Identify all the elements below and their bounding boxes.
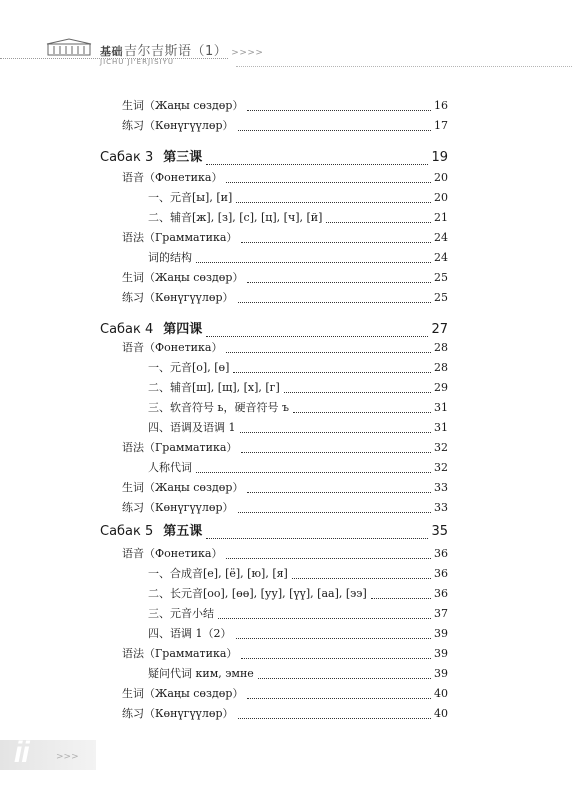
toc-entry-label <box>100 320 202 340</box>
toc-entry <box>122 230 448 246</box>
toc-entry-label <box>122 98 243 114</box>
toc-entry-title: 生词（Жаңы сөздөр） <box>122 481 244 494</box>
book-title <box>100 40 263 59</box>
toc-entry-title: 语音（Фонетика） <box>122 171 223 184</box>
page-header <box>0 0 572 80</box>
toc-entry-label <box>122 500 234 516</box>
toc-page-number: 37 <box>434 607 448 620</box>
toc-entry-label <box>122 118 234 134</box>
dot-leader <box>371 598 431 599</box>
toc-entry-title: 语音（Фонетика） <box>122 341 223 354</box>
toc-entry-title: Сабак 5 <box>100 524 154 539</box>
toc-entry-label <box>122 440 237 456</box>
toc-lesson-entry <box>100 148 448 168</box>
dot-leader <box>240 432 432 433</box>
footer-arrows: >>> <box>56 752 79 762</box>
toc-page-number: 25 <box>434 291 448 304</box>
toc-entry <box>148 420 448 436</box>
toc-entry <box>148 666 448 682</box>
toc-entry-title: Сабак 4 <box>100 322 154 337</box>
toc-entry-label <box>100 148 202 168</box>
dot-leader <box>258 678 431 679</box>
toc-entry-label <box>122 480 243 496</box>
toc-entry <box>148 250 448 266</box>
toc-entry-label <box>100 522 202 542</box>
toc-entry-title: 语法（Грамматика） <box>122 441 238 454</box>
toc-page-number: 25 <box>434 271 448 284</box>
toc-entry-label <box>148 666 254 682</box>
toc-entry-title: 一、元音[о], [ө] <box>148 361 230 374</box>
toc-lesson-chinese: 第三课 <box>163 150 203 165</box>
toc-page-number: 28 <box>434 341 448 354</box>
toc-page-number: 24 <box>434 251 448 264</box>
toc-entry-label <box>122 170 222 186</box>
toc-entry-label <box>148 420 236 436</box>
toc-entry-title: 练习（Көнүгүүлөр） <box>122 119 234 132</box>
toc-entry <box>148 400 448 416</box>
toc-page-number: 33 <box>434 481 448 494</box>
dot-leader <box>206 164 428 165</box>
toc-page-number: 36 <box>434 567 448 580</box>
book-pinyin: JICHU JI'ERJISIYU <box>100 58 175 66</box>
dot-leader <box>241 658 431 659</box>
toc-lesson-chinese: 第五课 <box>163 524 203 539</box>
toc-entry-label <box>148 566 288 582</box>
dot-leader <box>241 452 431 453</box>
toc-entry <box>148 380 448 396</box>
toc-entry-title: 四、语调及语调 1 <box>148 421 236 434</box>
toc-entry <box>122 290 448 306</box>
dot-leader <box>247 492 431 493</box>
dot-leader <box>284 392 431 393</box>
dot-leader <box>241 242 431 243</box>
toc-entry <box>122 98 448 114</box>
dot-leader <box>236 202 431 203</box>
toc-page-number: 24 <box>434 231 448 244</box>
toc-entry-label <box>148 190 232 206</box>
book-brand: 基础 <box>100 45 123 58</box>
toc-entry-label <box>122 340 222 356</box>
toc-entry-title: 二、辅音[ж], [з], [с], [ц], [ч], [й] <box>148 211 323 224</box>
toc-entry-label <box>148 360 229 376</box>
toc-page-number: 31 <box>434 401 448 414</box>
dot-leader <box>206 336 428 337</box>
toc-entry <box>148 460 448 476</box>
toc-page-number: 17 <box>434 119 448 132</box>
toc-lesson-entry <box>100 522 448 542</box>
toc-entry-title: 语法（Грамматика） <box>122 231 238 244</box>
toc-entry <box>122 546 448 562</box>
toc-entry-title: 练习（Көнүгүүлөр） <box>122 707 234 720</box>
toc-page-number: 40 <box>434 707 448 720</box>
toc-entry-label <box>122 290 234 306</box>
dot-leader <box>326 222 431 223</box>
toc-entry <box>148 626 448 642</box>
toc-entry <box>148 566 448 582</box>
dot-leader <box>236 638 432 639</box>
toc-entry-title: 练习（Көнүгүүлөр） <box>122 501 234 514</box>
toc-entry-label <box>122 546 222 562</box>
dot-leader <box>292 578 431 579</box>
dot-leader <box>238 718 431 719</box>
dot-leader <box>293 412 431 413</box>
dot-leader <box>226 558 431 559</box>
dot-leader <box>226 352 431 353</box>
book-title-text: 吉尔吉斯语（1） <box>124 44 228 59</box>
toc-entry-title: 人称代词 <box>148 461 192 474</box>
toc-entry-title: 一、元音[ы], [и] <box>148 191 233 204</box>
toc-entry-label <box>148 460 192 476</box>
toc-entry <box>122 440 448 456</box>
toc-entry-label <box>148 210 322 226</box>
header-divider <box>0 58 228 59</box>
toc-entry-title: 三、软音符号 ь，硬音符号 ъ <box>148 401 289 414</box>
toc-page-number: 29 <box>434 381 448 394</box>
toc-entry <box>122 706 448 722</box>
dot-leader <box>233 372 431 373</box>
toc-entry-title: 疑问代词 ким, эмне <box>148 667 254 680</box>
toc-entry-label <box>148 626 232 642</box>
toc-entry <box>122 170 448 186</box>
toc-entry-title: 四、语调 1（2） <box>148 627 232 640</box>
dot-leader <box>226 182 431 183</box>
building-icon <box>46 38 92 56</box>
toc-page-number: 21 <box>434 211 448 224</box>
toc-entry <box>122 480 448 496</box>
header-divider-right <box>236 66 572 67</box>
toc-entry-title: 生词（Жаңы сөздөр） <box>122 271 244 284</box>
toc-entry <box>148 210 448 226</box>
toc-entry-title: 一、合成音[е], [ё], [ю], [я] <box>148 567 288 580</box>
toc-page-number: 39 <box>434 627 448 640</box>
dot-leader <box>238 302 431 303</box>
toc-entry-title: 语法（Грамматика） <box>122 647 238 660</box>
toc-entry-label <box>148 250 192 266</box>
toc-page-number: 40 <box>434 687 448 700</box>
page-number: ii <box>14 736 29 769</box>
toc-entry <box>148 606 448 622</box>
toc-page-number: 36 <box>434 547 448 560</box>
toc-entry-title: 三、元音小结 <box>148 607 214 620</box>
dot-leader <box>247 282 431 283</box>
toc-entry <box>122 686 448 702</box>
toc-page-number: 32 <box>434 441 448 454</box>
toc-page-number: 20 <box>434 171 448 184</box>
toc-entry-label <box>148 586 367 602</box>
dot-leader <box>238 130 431 131</box>
toc-entry-title: 生词（Жаңы сөздөр） <box>122 687 244 700</box>
toc-page-number: 31 <box>434 421 448 434</box>
toc-entry-title: 练习（Көнүгүүлөр） <box>122 291 234 304</box>
toc-page-number: 32 <box>434 461 448 474</box>
toc-page-number: 27 <box>431 322 448 337</box>
toc-page-number: 39 <box>434 647 448 660</box>
toc-page-number: 28 <box>434 361 448 374</box>
toc-page-number: 36 <box>434 587 448 600</box>
dot-leader <box>247 698 431 699</box>
toc-page-number: 16 <box>434 99 448 112</box>
toc-entry-label <box>122 646 237 662</box>
toc-entry-title: 词的结构 <box>148 251 192 264</box>
toc-entry-title: 二、长元音[оо], [өө], [уу], [үү], [аа], [ээ] <box>148 587 367 600</box>
toc-entry <box>122 500 448 516</box>
toc-page-number: 19 <box>431 150 448 165</box>
toc-entry-label <box>148 606 214 622</box>
toc-entry <box>122 340 448 356</box>
toc-entry <box>148 586 448 602</box>
toc-entry-title: 语音（Фонетика） <box>122 547 223 560</box>
toc-entry-title: 生词（Жаңы сөздөр） <box>122 99 244 112</box>
toc-entry-label <box>122 230 237 246</box>
dot-leader <box>206 538 428 539</box>
toc-lesson-entry <box>100 320 448 340</box>
toc-page-number: 39 <box>434 667 448 680</box>
toc-entry-title: Сабак 3 <box>100 150 154 165</box>
toc-entry-label <box>122 686 243 702</box>
toc-entry <box>122 118 448 134</box>
toc-entry-label <box>148 380 280 396</box>
toc-entry-title: 二、辅音[ш], [щ], [х], [г] <box>148 381 280 394</box>
toc-entry-label <box>148 400 289 416</box>
toc-entry-label <box>122 270 243 286</box>
dot-leader <box>238 512 431 513</box>
toc-page-number: 20 <box>434 191 448 204</box>
toc-entry <box>148 360 448 376</box>
dot-leader <box>247 110 431 111</box>
toc-entry <box>148 190 448 206</box>
dot-leader <box>218 618 431 619</box>
dot-leader <box>196 262 431 263</box>
dot-leader <box>196 472 431 473</box>
toc-lesson-chinese: 第四课 <box>163 322 203 337</box>
toc-page-number: 33 <box>434 501 448 514</box>
toc-entry <box>122 646 448 662</box>
header-arrows: >>>> <box>231 48 264 58</box>
toc-entry <box>122 270 448 286</box>
toc-page-number: 35 <box>431 524 448 539</box>
toc-entry-label <box>122 706 234 722</box>
